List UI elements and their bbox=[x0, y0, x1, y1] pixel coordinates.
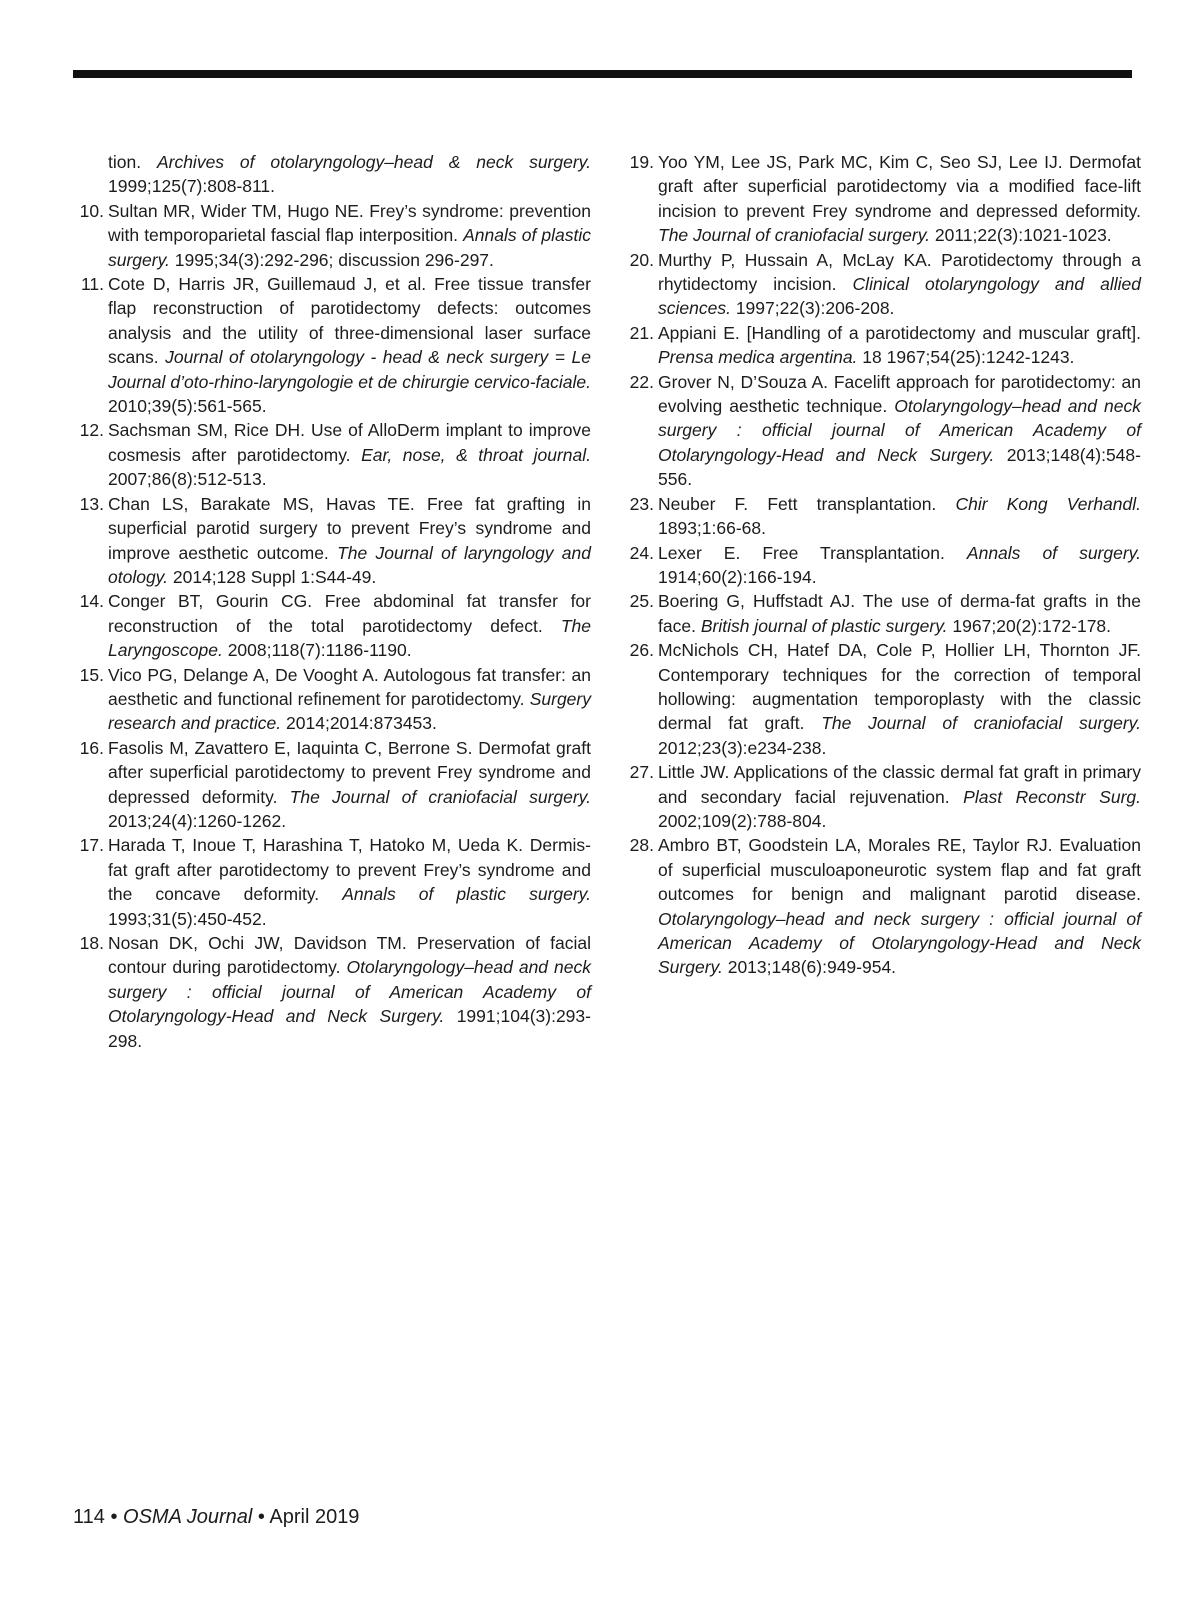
header-rule bbox=[73, 70, 1132, 78]
reference-number: 28. bbox=[629, 835, 654, 856]
reference-authors: Chan LS, Barakate MS, Havas TE. Free fat grafting in superficial parotid surgery to prevent Frey’s syndrome and improve aesthetic outcome. bbox=[108, 493, 591, 563]
reference-item bbox=[71, 199, 591, 272]
reference-authors: Harada T, Inoue T, Harashina T, Hatoko M, Ueda K. Dermis-fat graft after parotidectomy to prevent Frey’s syndrome and the concave deformity. bbox=[108, 835, 591, 905]
reference-journal: Plast Reconstr Surg. bbox=[963, 786, 1141, 807]
reference-journal: Surgery research and practice. bbox=[108, 688, 591, 734]
reference-item bbox=[71, 833, 591, 931]
reference-citation: 1914;60(2):166-194. bbox=[658, 566, 817, 587]
references-left-column bbox=[71, 150, 591, 1053]
reference-journal: The Journal of craniofacial surgery. bbox=[658, 225, 931, 246]
reference-authors: Fasolis M, Zavattero E, Iaquinta C, Berrone S. Dermofat graft after superficial parotidectomy to prevent Frey syndrome and depressed deformity. bbox=[108, 737, 591, 807]
reference-text bbox=[658, 150, 1141, 248]
footer-bullet: • bbox=[110, 1506, 118, 1528]
reference-citation: 2014;2014:873453. bbox=[286, 713, 437, 734]
reference-text bbox=[658, 638, 1141, 760]
reference-journal: Annals of plastic surgery. bbox=[108, 225, 591, 270]
reference-item bbox=[621, 150, 1141, 248]
reference-item bbox=[71, 663, 591, 736]
reference-authors: Cote D, Harris JR, Guillemaud J, et al. Free tissue transfer flap reconstruction of parotidectomy defects: outcomes analysis and the utility of three-dimensional laser surface scans. bbox=[108, 274, 591, 368]
reference-citation: 1999;125(7):808-811. bbox=[108, 176, 276, 197]
reference-number: 23. bbox=[629, 493, 654, 514]
reference-item bbox=[71, 589, 591, 662]
reference-authors: Appiani E. [Handling of a parotidectomy and muscular graft]. bbox=[658, 322, 1141, 343]
page-footer bbox=[73, 1504, 359, 1530]
reference-citation: 2013;148(4):548-556. bbox=[658, 444, 1141, 490]
reference-journal: Annals of plastic surgery. bbox=[342, 884, 591, 905]
issue-date: April 2019 bbox=[269, 1506, 360, 1528]
reference-authors: Yoo YM, Lee JS, Park MC, Kim C, Seo SJ, Lee IJ. Dermofat graft after superficial parotidectomy via a modified face-lift incision to prevent Frey syndrome and depressed deformity. bbox=[658, 152, 1141, 221]
reference-item bbox=[71, 492, 591, 590]
reference-journal: Chir Kong Verhandl. bbox=[955, 493, 1142, 514]
reference-authors: Grover N, D’Souza A. Facelift approach for parotidectomy: an evolving aesthetic technique. bbox=[658, 371, 1141, 417]
reference-authors: Murthy P, Hussain A, McLay KA. Parotidectomy through a rhytidectomy incision. bbox=[658, 249, 1141, 295]
page-number: 114 bbox=[73, 1506, 105, 1528]
reference-item bbox=[71, 931, 591, 1053]
reference-citation: 1993;31(5):450-452. bbox=[108, 908, 267, 929]
reference-number: 10. bbox=[79, 200, 104, 221]
reference-text bbox=[658, 321, 1141, 370]
reference-authors: Nosan DK, Ochi JW, Davidson TM. Preservation of facial contour during parotidectomy. bbox=[108, 933, 591, 978]
reference-number: 14. bbox=[79, 591, 104, 612]
reference-text bbox=[658, 492, 1141, 541]
reference-item bbox=[71, 150, 591, 199]
reference-item bbox=[621, 760, 1141, 833]
footer-bullet: • bbox=[257, 1506, 265, 1528]
reference-number: 20. bbox=[629, 249, 654, 270]
reference-text bbox=[658, 833, 1141, 979]
reference-authors: Boering G, Huffstadt AJ. The use of derma-fat grafts in the face. bbox=[658, 591, 1141, 636]
reference-citation: 1995;34(3):292-296; discussion 296-297. bbox=[174, 249, 494, 270]
reference-authors: Lexer E. Free Transplantation. bbox=[658, 542, 945, 563]
reference-journal: Otolaryngology–head and neck surgery : official journal of American Academy of Otolaryngology-Head and Neck Surgery. bbox=[658, 396, 1141, 465]
reference-number: 16. bbox=[79, 737, 104, 758]
reference-citation: 2011;22(3):1021-1023. bbox=[934, 225, 1112, 246]
reference-journal: Archives of otolaryngology–head & neck surgery. bbox=[156, 152, 591, 172]
publication-name: OSMA Journal bbox=[123, 1506, 253, 1528]
reference-text bbox=[108, 272, 591, 418]
reference-journal: The Journal of laryngology and otology. bbox=[108, 542, 592, 587]
reference-item bbox=[621, 833, 1141, 979]
reference-item bbox=[621, 589, 1141, 638]
reference-citation: 1967;20(2):172-178. bbox=[952, 615, 1112, 636]
reference-citation: 1991;104(3):293-298. bbox=[108, 1006, 591, 1051]
reference-number: 27. bbox=[629, 762, 654, 783]
reference-journal: Otolaryngology–head and neck surgery : official journal of American Academy of Otolaryngology-Head and Neck Surgery. bbox=[108, 957, 591, 1027]
reference-citation: 2010;39(5):561-565. bbox=[108, 396, 267, 417]
reference-text bbox=[658, 589, 1141, 638]
reference-journal: Prensa medica argentina. bbox=[658, 347, 858, 368]
reference-citation: 1997;22(3):206-208. bbox=[735, 298, 895, 319]
reference-authors: Neuber F. Fett transplantation. bbox=[658, 493, 937, 514]
reference-text bbox=[108, 150, 591, 199]
reference-citation: 2008;118(7):1186-1190. bbox=[227, 640, 412, 661]
reference-authors: Ambro BT, Goodstein LA, Morales RE, Taylor RJ. Evaluation of superficial musculoaponeurotic system flap and fat graft outcomes for benign and malignant parotid disease. bbox=[658, 835, 1141, 905]
reference-journal: Otolaryngology–head and neck surgery : official journal of American Academy of Otolaryngology-Head and Neck Surgery. bbox=[658, 908, 1141, 978]
reference-text bbox=[108, 199, 591, 272]
reference-text bbox=[658, 370, 1141, 492]
reference-citation: 2012;23(3):e234-238. bbox=[658, 737, 827, 758]
reference-text bbox=[108, 418, 591, 491]
reference-text bbox=[108, 736, 591, 834]
reference-citation: 1893;1:66-68. bbox=[658, 518, 767, 539]
reference-text bbox=[658, 541, 1141, 590]
reference-item bbox=[621, 321, 1141, 370]
reference-authors: Little JW. Applications of the classic dermal fat graft in primary and secondary facial rejuvenation. bbox=[658, 762, 1141, 807]
reference-text bbox=[108, 833, 591, 931]
reference-authors: Vico PG, Delange A, De Vooght A. Autologous fat transfer: an aesthetic and functional refinement for parotidectomy. bbox=[108, 664, 591, 709]
reference-journal: British journal of plastic surgery. bbox=[700, 615, 948, 636]
reference-number: 15. bbox=[79, 664, 104, 685]
reference-number: 21. bbox=[629, 322, 654, 343]
reference-number: 25. bbox=[629, 591, 654, 612]
reference-text bbox=[108, 492, 591, 590]
reference-item bbox=[621, 370, 1141, 492]
reference-citation: 2002;109(2):788-804. bbox=[658, 810, 827, 831]
reference-authors: Sachsman SM, Rice DH. Use of AlloDerm implant to improve cosmesis after parotidectomy. bbox=[108, 420, 591, 465]
reference-journal: Ear, nose, & throat journal. bbox=[361, 444, 591, 465]
references-right-column bbox=[621, 150, 1141, 980]
reference-citation: 2014;128 Suppl 1:S44-49. bbox=[172, 566, 377, 587]
reference-item bbox=[71, 272, 591, 418]
reference-item bbox=[71, 418, 591, 491]
reference-number: 11. bbox=[80, 274, 104, 295]
reference-number: 22. bbox=[629, 371, 654, 392]
reference-authors: Conger BT, Gourin CG. Free abdominal fat transfer for reconstruction of the total parotidectomy defect. bbox=[108, 591, 591, 636]
reference-journal: Annals of surgery. bbox=[966, 542, 1141, 563]
reference-citation: 2013;148(6):949-954. bbox=[727, 957, 897, 978]
reference-authors: tion. bbox=[108, 152, 142, 172]
reference-item bbox=[71, 736, 591, 834]
reference-item bbox=[621, 541, 1141, 590]
reference-citation: 2013;24(4):1260-1262. bbox=[108, 810, 287, 831]
reference-authors: Sultan MR, Wider TM, Hugo NE. Frey’s syndrome: prevention with temporoparietal fascial flap interposition. bbox=[108, 200, 591, 246]
reference-text bbox=[108, 931, 591, 1053]
reference-journal: Clinical otolaryngology and allied sciences. bbox=[658, 274, 1141, 319]
reference-number: 26. bbox=[629, 640, 654, 661]
reference-number: 13. bbox=[79, 493, 104, 514]
reference-text bbox=[108, 663, 591, 736]
reference-text bbox=[108, 589, 591, 662]
reference-journal: The Laryngoscope. bbox=[108, 615, 592, 661]
reference-text bbox=[658, 760, 1141, 833]
reference-item bbox=[621, 248, 1141, 321]
reference-item bbox=[621, 638, 1141, 760]
reference-journal: The Journal of craniofacial surgery. bbox=[821, 713, 1141, 734]
reference-authors: McNichols CH, Hatef DA, Cole P, Hollier LH, Thornton JF. Contemporary techniques for the correction of temporal hollowing: augmentation temporoplasty with the classic dermal fat graft. bbox=[658, 640, 1141, 734]
reference-citation: 18 1967;54(25):1242-1243. bbox=[862, 347, 1075, 368]
reference-journal: Journal of otolaryngology - head & neck surgery = Le Journal d’oto-rhino-laryngologie et de chirurgie cervico-faciale. bbox=[108, 347, 591, 392]
reference-number: 19. bbox=[629, 152, 654, 172]
reference-item bbox=[621, 492, 1141, 541]
reference-number: 24. bbox=[629, 542, 654, 563]
reference-number: 12. bbox=[79, 420, 104, 441]
reference-text bbox=[658, 248, 1141, 321]
reference-number: 18. bbox=[79, 933, 104, 953]
reference-citation: 2007;86(8):512-513. bbox=[108, 469, 267, 490]
reference-number: 17. bbox=[79, 835, 104, 856]
reference-journal: The Journal of craniofacial surgery. bbox=[289, 786, 591, 807]
